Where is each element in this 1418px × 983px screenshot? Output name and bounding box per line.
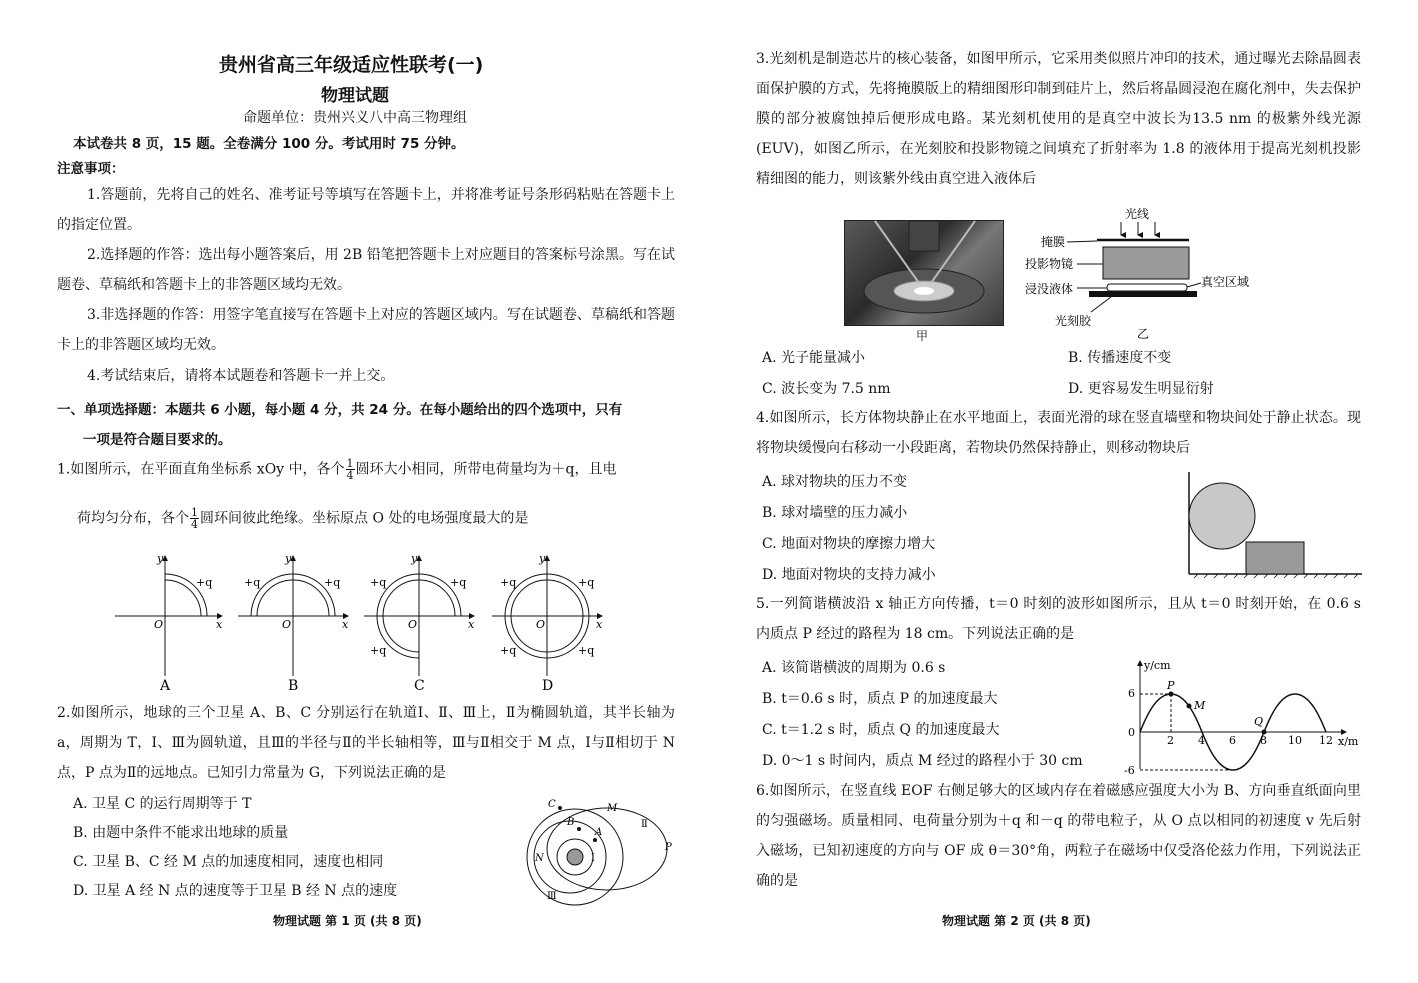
mask-label: 掩膜 (1041, 235, 1066, 249)
fig-yi-caption: 乙 (1137, 327, 1150, 341)
point-p-label: P (665, 842, 672, 853)
q1-option-b-figure (238, 552, 349, 694)
q1-figure (110, 548, 670, 696)
page-2-footer: 物理试题 第 2 页 (共 8 页) (942, 914, 1091, 928)
xtick-2: 2 (1167, 734, 1174, 747)
q2-orbit-figure (515, 795, 675, 910)
axis-x-label: x (216, 618, 223, 631)
q1-text-d: 圆环间彼此绝缘。坐标原点 O 处的电场强度最大的是 (200, 510, 529, 527)
q1-fraction-2 (190, 507, 199, 530)
orbit-iii-label: Ⅲ (547, 891, 557, 902)
q1-text-a: 1.如图所示，在平面直角坐标系 xOy 中，各个 (57, 461, 345, 478)
point-p: P (1167, 679, 1175, 692)
notice-item-1: 1.答题前，先将自己的姓名、准考证号等填写在答题卡上，并将准考证号条形码粘贴在答题卡上的指定位置。 (57, 187, 675, 233)
frac-numerator: 1 (346, 457, 354, 470)
charge-label: +q (324, 576, 341, 589)
axis-y-label: y (157, 552, 164, 565)
ytick-6: 6 (1128, 687, 1135, 700)
notice-item-3: 3.非选择题的作答：用签字笔直接写在答题卡上对应的答题区域内。写在试题卷、草稿纸和答题卡上的非答题区域均无效。 (57, 307, 675, 353)
charge-label: +q (500, 576, 517, 589)
frac-denominator: 4 (346, 469, 354, 482)
q2-option-a: A. 卫星 C 的运行周期等于 T (73, 796, 252, 812)
q1-option-d-figure (492, 552, 603, 694)
ytick-neg6: -6 (1124, 764, 1135, 777)
charge-label: +q (244, 576, 261, 589)
charge-label: +q (370, 576, 387, 589)
q3-stem: 3.光刻机是制造芯片的核心装备，如图甲所示，它采用类似照片冲印的技术，通过曝光去除晶圆表面保护膜的方式，先将掩膜版上的精细图形印制到硅片上，然后将晶圆浸泡在腐化剂中，失去保护膜的部分被腐蚀掉后便形成电路。某光刻机使用的是真空中波长为13.5 nm 的极紫外线光源(EUV)，如图乙所示，在光刻胶和投影物镜之间填充了折射率为 1.8 的液体用于提高光刻机投影精细图的能力，则该紫外线由真空进入液体后 (756, 51, 1361, 187)
axis-x-label: x (468, 618, 475, 631)
frac-denominator-2: 4 (191, 518, 198, 531)
q4-stem: 4.如图所示，长方体物块静止在水平地面上，表面光滑的球在竖直墙壁和物块间处于静止状态。现将物块缓慢向右移动一小段距离，若物块仍然保持静止，则移动物块后 (756, 410, 1361, 456)
wave-xlabel: x/m (1338, 735, 1359, 748)
ytick-0: 0 (1128, 726, 1135, 739)
q2-stem: 2.如图所示，地球的三个卫星 A、B、C 分别运行在轨道Ⅰ、Ⅱ、Ⅲ上，Ⅱ为椭圆轨道，其半长轴为 a，周期为 T，Ⅰ、Ⅲ为圆轨道，且Ⅲ的半径与Ⅱ的半长轴相等，Ⅲ与Ⅱ相交于 M 点，Ⅰ与Ⅱ相切于 N 点，P 点为Ⅱ的远地点。已知引力常量为 G，下列说法正确的是 (57, 705, 675, 781)
q5-wave-figure (1116, 657, 1366, 777)
frac-numerator-2: 1 (191, 506, 198, 519)
q1-line1 (57, 458, 617, 481)
origin-label: O (282, 618, 292, 631)
xtick-8: 8 (1260, 734, 1267, 747)
q3-option-d: D. 更容易发生明显衍射 (1068, 381, 1214, 397)
q3-immersion-diagram (1025, 202, 1281, 342)
q5-option-d: D. 0～1 s 时间内，质点 M 经过的路程小于 30 cm (762, 753, 1083, 769)
charge-label: +q (450, 576, 467, 589)
q1-text-b: 圆环大小相同，所带电荷量均为＋q，且电 (355, 461, 617, 478)
wafer-illustration (845, 221, 1003, 325)
resist-label: 光刻胶 (1055, 314, 1092, 328)
exam-info: 本试卷共 8 页，15 题。全卷满分 100 分。考试用时 75 分钟。 (73, 136, 465, 152)
axis-x-label: x (596, 618, 603, 631)
axis-y-label: y (285, 552, 292, 565)
point-m-label: M (607, 803, 618, 814)
origin-label: O (536, 618, 546, 631)
q3-option-c: C. 波长变为 7.5 nm (762, 381, 891, 397)
fig-jia-caption: 甲 (916, 329, 929, 343)
notice-item-2: 2.选择题的作答：选出每小题答案后，用 2B 铅笔把答题卡上对应题目的答案标号涂黑。写在试题卷、草稿纸和答题卡上的非答题区域均无效。 (57, 247, 675, 293)
axis-y-label: y (411, 552, 418, 565)
sat-a-label: A (595, 827, 603, 838)
q4-option-b: B. 球对墙壁的压力减小 (762, 505, 908, 521)
axis-y-label: y (539, 552, 546, 565)
axis-x-label: x (342, 618, 349, 631)
origin-label: O (408, 618, 418, 631)
charge-label: +q (578, 644, 595, 657)
light-label: 光线 (1125, 207, 1150, 221)
q2-option-b: B. 由题中条件不能求出地球的质量 (73, 825, 289, 841)
section1-heading: 一、单项选择题：本题共 6 小题，每小题 4 分，共 24 分。在每小题给出的四个选项中，只有 (57, 402, 623, 418)
q3-option-a: A. 光子能量减小 (762, 350, 866, 366)
q1-option-c-figure (364, 552, 475, 694)
exam-subtitle: 物理试题 (321, 86, 389, 106)
q6-stem: 6.如图所示，在竖直线 EOF 右侧足够大的区域内存在着磁感应强度大小为 B、方向垂直纸面向里的匀强磁场。质量相同、电荷量分别为＋q 和－q 的带电粒子，从 O 点以相同的初速度 v 先后射入磁场，已知初速度的方向与 OF 成 θ＝30°角，两粒子在磁场中仅受洛伦兹力作用，下列说法正确的是 (756, 783, 1361, 889)
orbit-ii-label: Ⅱ (641, 819, 648, 830)
q1-choice-a: A (160, 678, 171, 694)
charge-label: +q (500, 644, 517, 657)
q1-choice-c: C (414, 678, 425, 694)
point-n-label: N (535, 853, 544, 864)
wave-ylabel: y/cm (1144, 659, 1171, 672)
q1-choice-d: D (542, 678, 554, 694)
liquid-label: 浸没液体 (1025, 282, 1074, 296)
q1-line2 (77, 507, 528, 530)
charge-label: +q (370, 644, 387, 657)
q5-option-a: A. 该简谐横波的周期为 0.6 s (762, 660, 946, 676)
xtick-12: 12 (1319, 734, 1333, 747)
exam-title: 贵州省高三年级适应性联考(一) (219, 54, 484, 76)
orbit-i-label: Ⅰ (591, 853, 595, 864)
vacuum-label: 真空区域 (1201, 275, 1250, 289)
notice-item-4: 4.考试结束后，请将本试题卷和答题卡一并上交。 (87, 368, 395, 384)
charge-label: +q (578, 576, 595, 589)
q5-stem: 5.一列简谐横波沿 x 轴正方向传播，t＝0 时刻的波形如图所示，且从 t＝0 时刻开始，在 0.6 s 内质点 P 经过的路程为 18 cm。下列说法正确的是 (756, 596, 1361, 642)
sat-b-label: B (567, 817, 575, 828)
lithography-machine-photo (844, 220, 1004, 326)
q4-option-d: D. 地面对物块的支持力减小 (762, 567, 936, 583)
q4-option-c: C. 地面对物块的摩擦力增大 (762, 536, 936, 552)
q1-text-c: 荷均匀分布，各个 (77, 510, 189, 527)
q1-fraction (346, 458, 355, 481)
q2-option-c: C. 卫星 B、C 经 M 点的加速度相同，速度也相同 (73, 854, 384, 870)
q3-option-b: B. 传播速度不变 (1068, 350, 1172, 366)
point-m: M (1194, 699, 1206, 712)
xtick-6: 6 (1229, 734, 1236, 747)
xtick-10: 10 (1288, 734, 1302, 747)
lens-label: 投影物镜 (1025, 257, 1074, 271)
charge-label: +q (196, 576, 213, 589)
q4-ball-block-figure (1184, 472, 1364, 582)
point-q: Q (1254, 715, 1264, 728)
xtick-4: 4 (1198, 734, 1205, 747)
page-1-footer: 物理试题 第 1 页 (共 8 页) (273, 914, 422, 928)
sat-c-label: C (548, 799, 556, 810)
q5-option-b: B. t＝0.6 s 时，质点 P 的加速度最大 (762, 691, 998, 707)
origin-label: O (154, 618, 164, 631)
q1-option-a-figure (115, 552, 223, 694)
q1-choice-b: B (288, 678, 299, 694)
q4-option-a: A. 球对物块的压力不变 (762, 474, 908, 490)
exam-unit: 命题单位：贵州兴义八中高三物理组 (243, 110, 467, 126)
section1-heading-2: 一项是符合题目要求的。 (83, 432, 232, 448)
q5-option-c: C. t＝1.2 s 时，质点 Q 的加速度最大 (762, 722, 1000, 738)
notice-heading: 注意事项： (57, 161, 125, 177)
q2-option-d: D. 卫星 A 经 N 点的速度等于卫星 B 经 N 点的速度 (73, 883, 398, 899)
